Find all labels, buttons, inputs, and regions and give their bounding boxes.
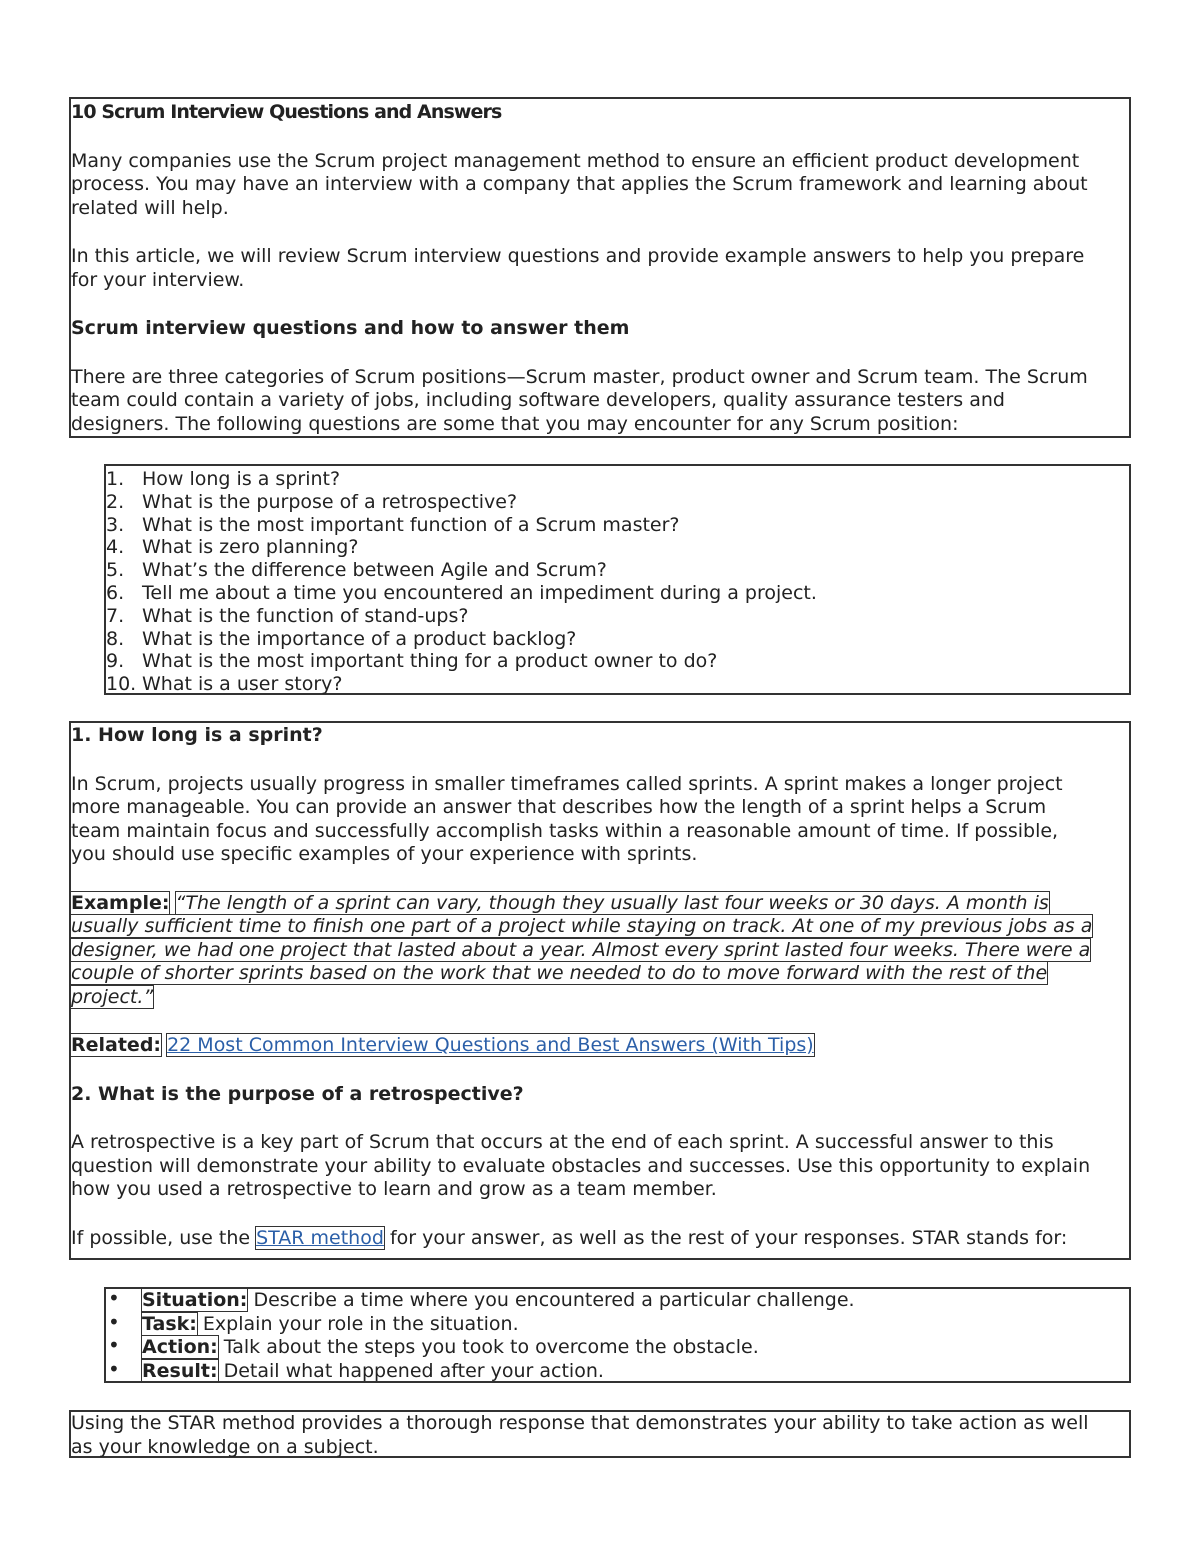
example-text: project.” xyxy=(71,985,154,1008)
example-text: designer, we had one project that lasted about a year. Almost every sprint lasted four weeks. There were a xyxy=(71,938,1091,961)
list-item xyxy=(106,628,1129,651)
example-line xyxy=(71,915,1129,939)
answer-paragraph-line: how you used a retrospective to learn and grow as a team member. xyxy=(71,1178,717,1200)
list-number: 2. xyxy=(106,490,125,513)
list-number: 1. xyxy=(106,468,125,490)
list-item xyxy=(106,605,1129,628)
list-item xyxy=(106,536,1129,559)
question-text: What is the most important function of a Scrum master? xyxy=(142,513,680,536)
related-article-link[interactable]: 22 Most Common Interview Questions and Best Answers (With Tips) xyxy=(167,1034,814,1056)
list-item xyxy=(106,468,1129,491)
answer-paragraph-line: A retrospective is a key part of Scrum that occurs at the end of each sprint. A successful answer to this xyxy=(71,1131,1054,1153)
answer-paragraph-line: In Scrum, projects usually progress in smaller timeframes called sprints. A sprint makes a longer project xyxy=(71,772,1063,795)
answers-section xyxy=(69,721,1131,1260)
question-text: What is the purpose of a retrospective? xyxy=(142,490,518,513)
list-item xyxy=(106,1333,1129,1360)
star-label: Result: xyxy=(142,1359,218,1382)
list-item xyxy=(106,559,1129,582)
intro-paragraph-line: process. You may have an interview with a company that applies the Scrum framework and learning about xyxy=(71,173,1088,195)
list-number: 7. xyxy=(106,604,125,627)
question-heading: 2. What is the purpose of a retrospective? xyxy=(71,1082,524,1105)
list-item xyxy=(106,491,1129,514)
intro-paragraph-line: Many companies use the Scrum project management method to ensure an efficient product development xyxy=(71,149,1080,172)
example-line xyxy=(71,939,1129,963)
list-number: 6. xyxy=(106,581,125,604)
list-number: 8. xyxy=(106,627,125,650)
question-text: What is the most important thing for a product owner to do? xyxy=(142,650,718,673)
answer-paragraph-line: question will demonstrate your ability to evaluate obstacles and successes. Use this opportunity to explain xyxy=(71,1154,1091,1177)
list-number: 9. xyxy=(106,650,125,673)
bullet-icon: • xyxy=(108,1286,120,1310)
star-text: Talk about the steps you took to overcome the obstacle. xyxy=(217,1336,759,1358)
closing-line: Using the STAR method provides a thorough response that demonstrates your ability to take action as well xyxy=(71,1412,1089,1434)
example-line xyxy=(71,892,1129,916)
question-heading: 1. How long is a sprint? xyxy=(71,724,323,746)
answer-paragraph-line: more manageable. You can provide an answer that describes how the length of a sprint helps a Scrum xyxy=(71,796,1047,818)
list-item xyxy=(106,582,1129,605)
question-text: What’s the difference between Agile and Scrum? xyxy=(142,559,607,582)
star-intro-before: If possible, use the xyxy=(71,1226,257,1249)
list-item xyxy=(106,514,1129,537)
list-number: 10. xyxy=(106,673,137,696)
star-text: Detail what happened after your action. xyxy=(217,1359,604,1382)
bullet-icon: • xyxy=(108,1333,120,1357)
intro-section xyxy=(69,97,1131,438)
example-line xyxy=(71,986,1129,1010)
list-number: 4. xyxy=(106,536,125,559)
list-item xyxy=(106,650,1129,673)
closing-line: as your knowledge on a subject. xyxy=(71,1435,379,1458)
star-method-link[interactable]: STAR method xyxy=(256,1226,384,1249)
section-heading: Scrum interview questions and how to answer them xyxy=(71,317,630,339)
question-text: What is zero planning? xyxy=(142,536,359,559)
example-label: Example: xyxy=(71,891,170,914)
related-line xyxy=(71,1034,1129,1058)
star-list xyxy=(104,1287,1131,1383)
closing-section xyxy=(69,1410,1131,1458)
list-item xyxy=(106,673,1129,696)
star-text: Describe a time where you encountered a particular challenge. xyxy=(247,1289,855,1311)
star-label: Action: xyxy=(142,1336,218,1358)
question-text: What is a user story? xyxy=(142,673,343,696)
star-intro-line xyxy=(71,1227,1129,1251)
list-number: 3. xyxy=(106,513,125,536)
bullet-icon: • xyxy=(108,1356,120,1381)
question-list xyxy=(104,464,1131,695)
intro-paragraph-line: for your interview. xyxy=(71,268,245,291)
intro-paragraph-line: team could contain a variety of jobs, including software developers, quality assurance testers and xyxy=(71,389,1005,411)
intro-paragraph-line: In this article, we will review Scrum interview questions and provide example answers to help you prepare xyxy=(71,245,1085,267)
intro-paragraph-line: There are three categories of Scrum positions—Scrum master, product owner and Scrum team. The Scrum xyxy=(71,365,1088,388)
list-number: 5. xyxy=(106,559,125,582)
page-title: 10 Scrum Interview Questions and Answers xyxy=(71,101,502,123)
bullet-icon: • xyxy=(108,1309,120,1334)
question-text: What is the function of stand-ups? xyxy=(142,604,469,627)
star-label: Task: xyxy=(142,1312,197,1335)
related-label: Related: xyxy=(71,1034,162,1056)
star-text: Explain your role in the situation. xyxy=(196,1312,519,1335)
list-item xyxy=(106,1309,1129,1337)
star-label: Situation: xyxy=(142,1289,248,1311)
intro-paragraph-line: related will help. xyxy=(71,196,229,219)
example-text: “The length of a sprint can vary, though they usually last four weeks or 30 days. A month is xyxy=(175,891,1049,914)
question-text: Tell me about a time you encountered an impediment during a project. xyxy=(142,581,817,604)
answer-paragraph-line: team maintain focus and successfully accomplish tasks within a reasonable amount of time. If possible, xyxy=(71,819,1059,842)
question-text: What is the importance of a product backlog? xyxy=(142,627,577,650)
list-item xyxy=(106,1286,1129,1313)
example-text: couple of shorter sprints based on the work that we needed to do to move forward with the rest of the xyxy=(71,962,1048,984)
star-intro-after: for your answer, as well as the rest of your responses. STAR stands for: xyxy=(383,1226,1068,1249)
example-line xyxy=(71,962,1129,986)
example-text: usually sufficient time to finish one part of a project while staying on track. At one of my previous jobs as a xyxy=(71,915,1093,937)
answer-paragraph-line: you should use specific examples of your experience with sprints. xyxy=(71,843,698,865)
list-item xyxy=(106,1356,1129,1384)
question-text: How long is a sprint? xyxy=(142,468,341,490)
intro-paragraph-line: designers. The following questions are some that you may encounter for any Scrum position: xyxy=(71,412,959,435)
